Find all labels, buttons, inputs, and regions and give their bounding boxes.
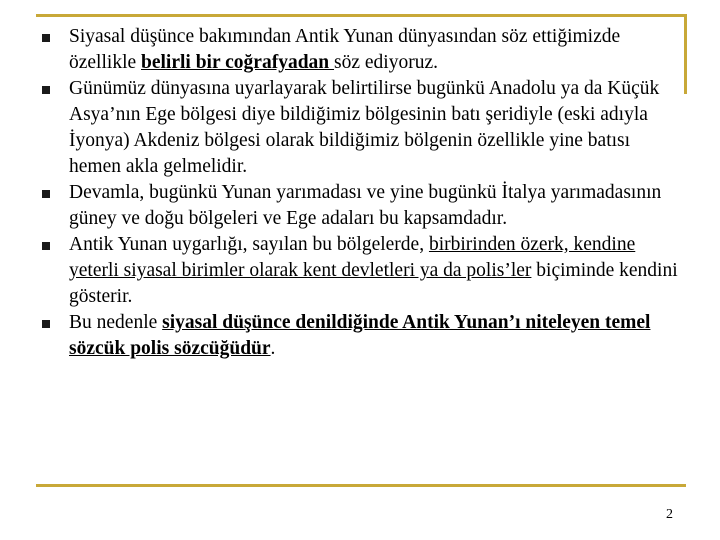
bullet-item	[38, 232, 678, 310]
bullet-text-segment: Devamla, bugünkü Yunan yarımadası ve yine bugünkü İtalya yarımadasının güney ve doğu bölgeleri ve Ege adaları bu kapsamdadır.	[69, 182, 662, 229]
bullet-square-icon	[42, 86, 50, 94]
page-number: 2	[666, 507, 673, 522]
bullet-square-icon	[42, 242, 50, 250]
bullet-emphasis-text: belirli bir coğrafyadan	[141, 52, 335, 73]
bullet-emphasis-text: siyasal düşünce denildiğinde Antik Yunan’ı niteleyen temel sözcük polis sözcüğüdür	[69, 312, 651, 359]
frame-right-line	[684, 14, 687, 94]
bullet-text-segment: biçiminde kendini gösterir.	[69, 260, 678, 307]
bullet-item	[38, 24, 678, 76]
bullet-text-segment: söz ediyoruz.	[334, 52, 438, 73]
bullet-text-segment: Siyasal düşünce bakımından Antik Yunan dünyasından söz ettiğimizde özellikle	[69, 26, 621, 73]
bullet-text-segment: Antik Yunan uygarlığı, sayılan bu bölgelerde,	[69, 234, 429, 255]
bullet-text-segment: Günümüz dünyasına uyarlayarak belirtilirse bugünkü Anadolu ya da Küçük Asya’nın Ege bölgesi diye bildiğimiz bölgesinin batı şeridiyle (eski adıyla İyonya) Akdeniz bölgesi olarak bildiğimiz bölgenin özellikle yine batısı hemen akla gelmelidir.	[69, 78, 660, 177]
frame-top-line	[36, 14, 686, 17]
bullet-square-icon	[42, 34, 50, 42]
bullet-text-segment: .	[270, 338, 276, 359]
bullet-underlined-text: birbirinden özerk, kendine yeterli siyasal birimler olarak kent devletleri ya da polis’ler	[69, 234, 636, 281]
bullet-list	[38, 24, 678, 362]
bullet-text-segment: Bu nedenle	[69, 312, 163, 333]
bullet-item	[38, 310, 678, 362]
bullet-square-icon	[42, 320, 50, 328]
bullet-item	[38, 76, 678, 180]
frame-bottom-line	[36, 484, 686, 487]
bullet-square-icon	[42, 190, 50, 198]
bullet-item	[38, 180, 678, 232]
